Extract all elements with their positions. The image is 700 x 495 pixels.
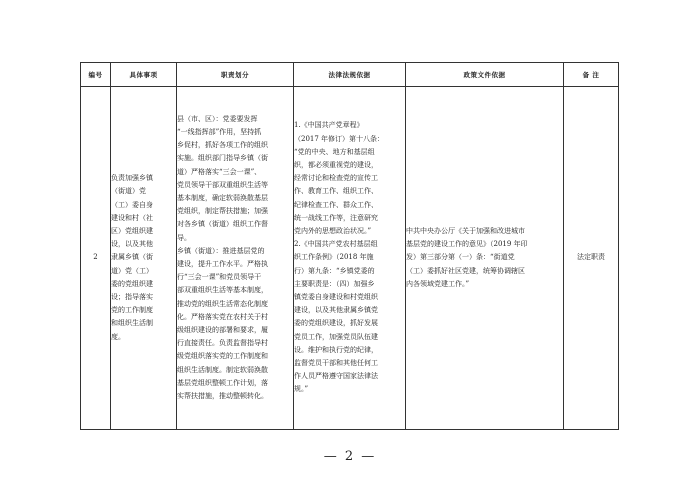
- text-line: 建设和村（社: [111, 213, 153, 222]
- row-duty: [177, 87, 294, 430]
- text-line: 建设，提升工作水平。严格执: [177, 260, 268, 268]
- text-line: 作人员严格遵守国家法律法: [294, 372, 378, 381]
- text-line: 和组织生活制: [111, 319, 153, 328]
- text-line: 中共中央办公厅《关于加强和改进城市: [406, 226, 525, 235]
- text-line: 监督党员干部和其他任何工: [294, 359, 378, 368]
- text-line: 部双重组织生活等基本制度，: [177, 286, 268, 295]
- text-line: “党的中央、地方和基层组: [294, 147, 375, 156]
- text-line: 级党组织落实党的工作制度和: [177, 352, 268, 361]
- text-line: 道）党（工）: [111, 266, 153, 275]
- text-line: 区）党组织建: [111, 226, 153, 235]
- text-line: 委的党组织建设，抓好发展: [294, 319, 378, 328]
- table-header-row: [81, 63, 619, 87]
- header-matter: 具体事项: [111, 63, 177, 87]
- text-line: 对各乡镇（街道）组织工作督: [177, 220, 268, 229]
- text-line: 作、教育工作、组织工作、: [294, 187, 378, 196]
- text-line: 设；指导落实: [111, 293, 153, 301]
- law-text: [294, 119, 405, 396]
- text-line: 党员领导干部双重组织生活等: [177, 180, 268, 189]
- text-line: （工）委自身: [111, 200, 153, 209]
- text-line: 设。维护和执行党的纪律，: [294, 345, 378, 354]
- text-line: 行）第九条：“乡镇党委的: [294, 266, 375, 275]
- text-line: 基层党的建设工作的意见》（2019 年印: [406, 240, 528, 249]
- text-line: 内各领域党建工作。”: [406, 279, 470, 288]
- duty-table: [80, 62, 619, 430]
- text-line: 经常讨论和检查党的宣传工: [294, 174, 378, 183]
- row-law: [294, 87, 406, 430]
- text-line: 行直接责任。负责监督指导村: [177, 339, 268, 348]
- text-line: 设，以及其他: [111, 240, 153, 249]
- text-line: 乡促村，抓好各项工作的组织: [177, 141, 268, 150]
- text-line: 化。严格落实党在农村关于村: [177, 312, 268, 321]
- matter-text: [111, 172, 176, 344]
- text-line: 乡镇（街道）：推进基层党的: [177, 246, 265, 255]
- text-line: 发）第三部分第（一）条：“街道党: [406, 253, 515, 262]
- text-line: 基层党组织整顿工作计划，落: [177, 378, 268, 387]
- text-line: 党员工作，加强党员队伍建: [294, 332, 378, 341]
- text-line: 统一战线工作等，注意研究: [294, 213, 378, 222]
- text-line: 度。: [111, 332, 125, 341]
- text-line: 纪律检查工作、群众工作、: [294, 200, 378, 209]
- header-remark: 备 注: [564, 63, 619, 87]
- text-line: 党内外的思想政治状况。”: [294, 226, 372, 235]
- text-line: 县（市、区）：党委要发挥: [177, 114, 258, 123]
- text-line: 织，都必须重视党的建设，: [294, 160, 378, 169]
- page-number: — 2 —: [323, 449, 377, 464]
- text-line: 2.《中国共产党农村基层组: [294, 240, 378, 249]
- text-line: 实帮扶措施，推动整顿转化。: [177, 392, 268, 401]
- row-policy: [406, 87, 564, 430]
- text-line: 基本制度，确定软弱涣散基层: [177, 193, 268, 202]
- header-duty: 职责划分: [177, 63, 294, 87]
- text-line: （2017 年修订）第十八条：: [294, 134, 385, 143]
- text-line: 导。: [177, 233, 191, 242]
- text-line: 推动党的组织生活常态化制度: [177, 299, 268, 308]
- text-line: “一线指挥部”作用，坚持抓: [177, 127, 262, 136]
- row-num: 2: [81, 87, 111, 430]
- table-row: [81, 87, 619, 430]
- policy-text: [406, 225, 563, 291]
- text-line: 织工作条例》（2018 年施: [294, 253, 374, 262]
- text-line: （工）委抓好社区党建，统筹协调辖区: [406, 266, 525, 275]
- text-line: 负责加强乡镇: [111, 174, 153, 183]
- duty-text: [177, 113, 293, 403]
- text-line: （街道）党: [111, 187, 146, 196]
- header-law: 法律法规依据: [294, 63, 406, 87]
- text-line: 党的工作制度: [111, 306, 153, 315]
- text-line: 规。”: [294, 385, 309, 394]
- text-line: 镇党委自身建设和村党组织: [294, 293, 378, 301]
- text-line: 主要职责是：（四）加强乡: [294, 279, 375, 288]
- text-line: 级组织建设的部署和要求，履: [177, 326, 268, 335]
- text-line: 建设，以及其他隶属乡镇党: [294, 306, 378, 315]
- text-line: 实施。组织部门指导乡镇（街: [177, 154, 268, 163]
- row-matter: [111, 87, 177, 430]
- text-line: 组织生活制度。制定软弱涣散: [177, 365, 268, 374]
- header-num: 编号: [81, 63, 111, 87]
- text-line: 道）严格落实“三会一课”、: [177, 167, 262, 176]
- text-line: 行“三会一课”和党员领导干: [177, 273, 262, 282]
- text-line: 隶属乡镇（街: [111, 253, 153, 262]
- text-line: 1.《中国共产党章程》: [294, 121, 364, 130]
- header-policy: 政策文件依据: [406, 63, 564, 87]
- text-line: 党组织，制定帮扶措施；加强: [177, 207, 268, 216]
- row-remark: 法定职责: [564, 87, 619, 430]
- text-line: 委的党组织建: [111, 279, 153, 288]
